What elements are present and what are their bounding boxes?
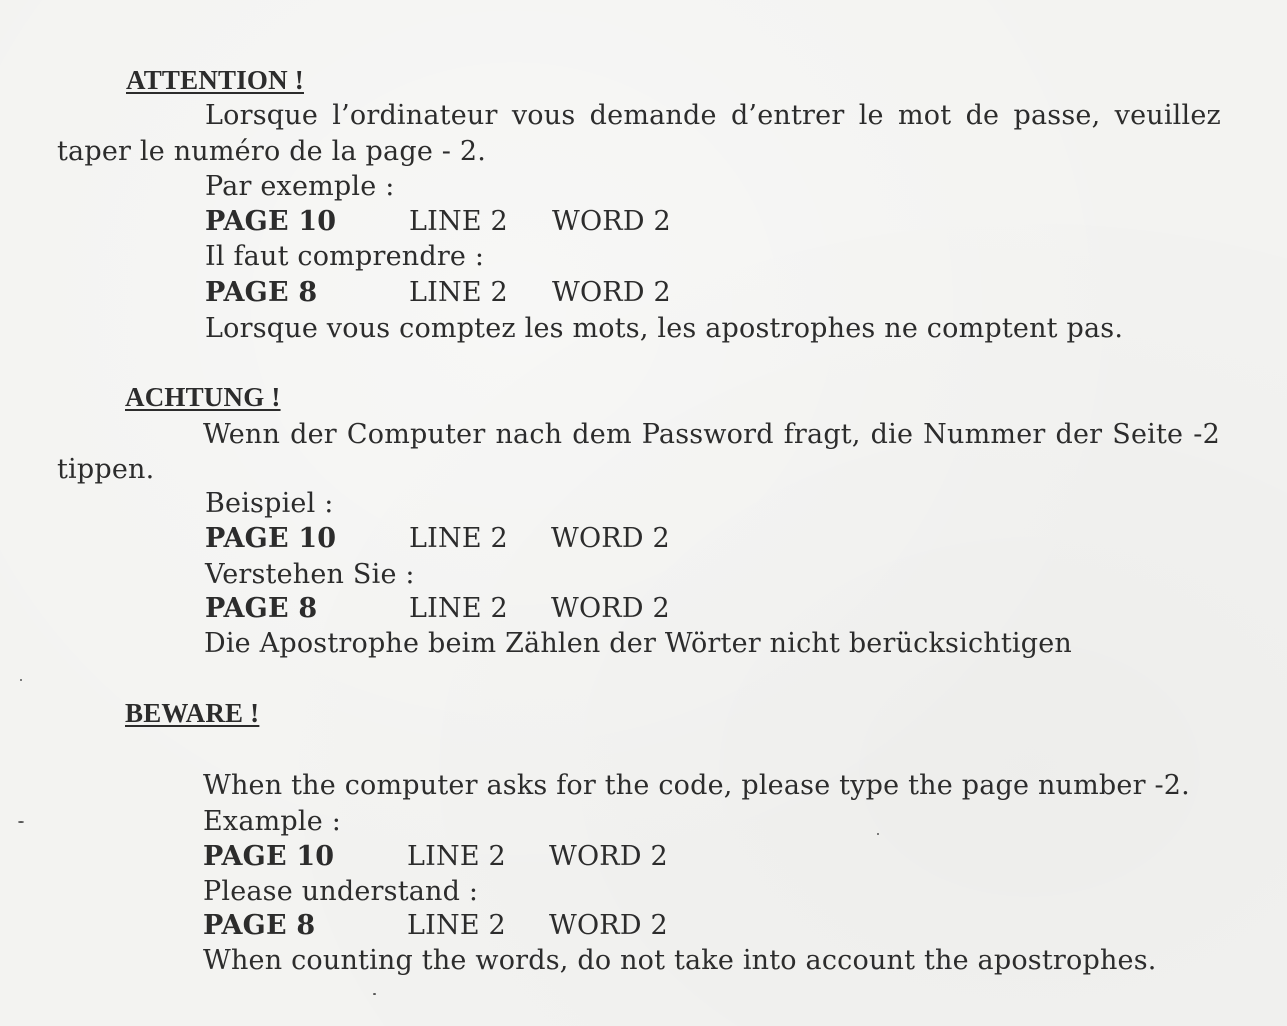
word: Lorsque: [205, 100, 318, 131]
french-understand-row: [205, 279, 905, 309]
scan-speck: [20, 679, 22, 681]
word: mot: [897, 100, 952, 131]
word: le: [858, 100, 884, 131]
line-ref: LINE 2: [407, 910, 506, 941]
french-intro-line-1: [205, 102, 1221, 129]
german-intro-line-2: tippen.: [57, 454, 155, 485]
word: veuillez: [1114, 100, 1221, 131]
word: -2: [1193, 419, 1220, 450]
section-heading-beware: BEWARE !: [125, 698, 260, 728]
word: l’ordinateur: [332, 100, 498, 131]
german-intro-line-1: [203, 421, 1220, 448]
scan-speck: [373, 993, 376, 995]
word-ref: WORD 2: [551, 523, 670, 554]
line-ref: LINE 2: [407, 841, 506, 872]
word: dem: [572, 419, 632, 450]
word: die: [870, 419, 914, 450]
english-intro-line-1: When the computer asks for the code, please type the page number -2.: [203, 770, 1190, 801]
word: Password: [641, 419, 774, 450]
section-heading-attention: ATTENTION !: [126, 65, 304, 95]
word-ref: WORD 2: [552, 206, 671, 237]
page-ref: PAGE 10: [203, 841, 335, 872]
line-ref: LINE 2: [409, 277, 508, 308]
word: passe,: [1013, 100, 1101, 131]
page-ref: PAGE 10: [205, 206, 337, 237]
scan-speck: [877, 833, 879, 835]
word: Seite: [1112, 419, 1184, 450]
word: fragt,: [783, 419, 861, 450]
page-ref: PAGE 8: [205, 277, 318, 308]
word: der: [1055, 419, 1103, 450]
page-ref: PAGE 8: [205, 593, 318, 624]
word-ref: WORD 2: [552, 277, 671, 308]
section-heading-achtung: ACHTUNG !: [125, 382, 281, 412]
page-ref: PAGE 8: [203, 910, 316, 941]
german-note: Die Apostrophe beim Zählen der Wörter nicht berücksichtigen: [204, 628, 1072, 659]
line-ref: LINE 2: [409, 523, 508, 554]
word: de: [965, 100, 1000, 131]
french-understand-label: Il faut comprendre :: [205, 241, 485, 272]
english-understand-label: Please understand :: [203, 876, 479, 907]
word-ref: WORD 2: [551, 593, 670, 624]
french-note: Lorsque vous comptez les mots, les apostrophes ne comptent pas.: [205, 313, 1124, 344]
german-example-label: Beispiel :: [205, 488, 334, 519]
word-ref: WORD 2: [549, 841, 668, 872]
english-understand-row: [203, 912, 903, 942]
english-example-label: Example :: [203, 806, 342, 837]
page-ref: PAGE 10: [205, 523, 337, 554]
french-example-row: [205, 208, 905, 238]
english-note: When counting the words, do not take into account the apostrophes.: [203, 945, 1157, 976]
german-understand-label: Verstehen Sie :: [205, 559, 415, 590]
word: der: [290, 419, 337, 450]
line-ref: LINE 2: [409, 206, 508, 237]
french-intro-line-2: taper le numéro de la page - 2.: [57, 136, 487, 167]
word: Nummer: [923, 419, 1046, 450]
word: nach: [495, 419, 563, 450]
word: Computer: [346, 419, 486, 450]
line-ref: LINE 2: [409, 593, 508, 624]
french-example-label: Par exemple :: [205, 171, 395, 202]
word: d’entrer: [730, 100, 845, 131]
english-example-row: [203, 843, 903, 873]
scan-speck: [18, 821, 24, 823]
german-understand-row: [205, 595, 905, 625]
word: Wenn: [203, 419, 281, 450]
word: demande: [589, 100, 717, 131]
word-ref: WORD 2: [549, 910, 668, 941]
word: vous: [511, 100, 576, 131]
german-example-row: [205, 525, 905, 555]
